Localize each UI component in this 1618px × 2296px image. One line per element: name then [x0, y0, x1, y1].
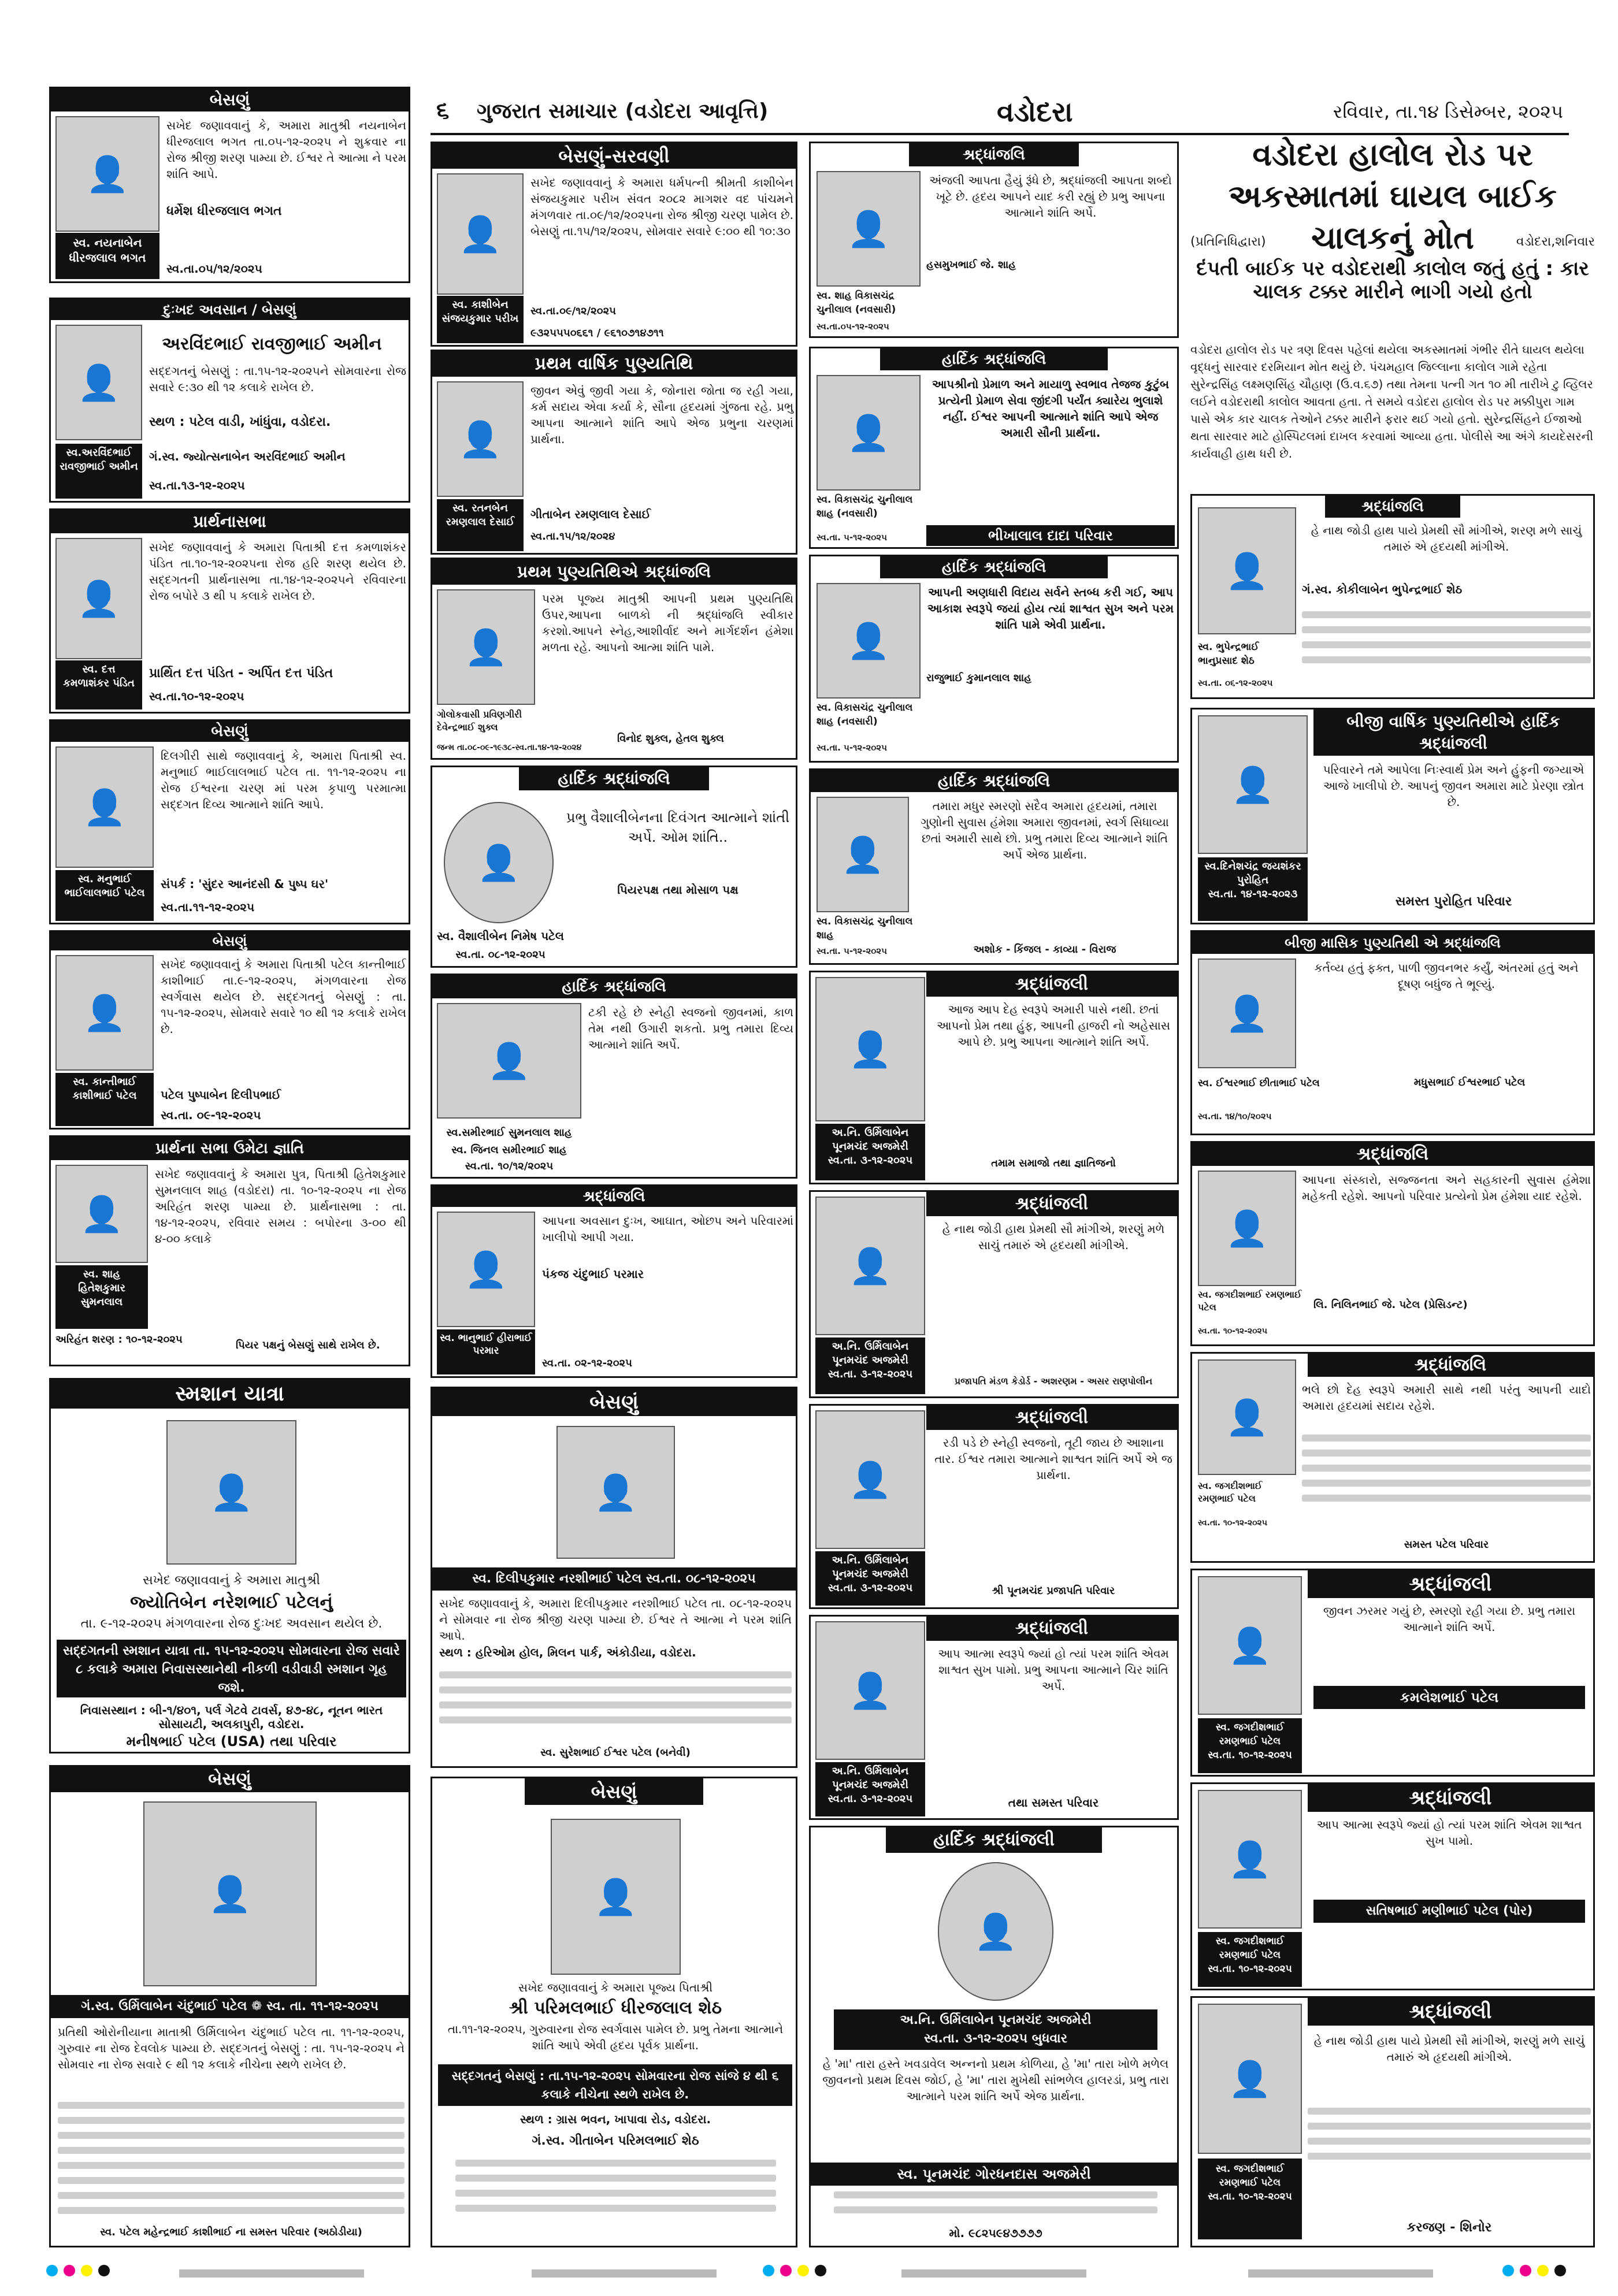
notice-heading: શ્રદ્ધાંજલી	[926, 1192, 1177, 1216]
notice-text: દિલગીરી સાથે જણાવવાનું કે, અમારા પિતાશ્રી સ્વ. મનુભાઈ ભાઈલાલભાઈ પટેલ તા. ૧૧-૧૨-૨૦૨૫ ના રોજ ઈશ્વરના ચરણ માં પરમ કૃપાળુ પરમાત્મા સદ્દગત દિવ્ય આત્માને શાંતિ આપે.	[161, 749, 406, 811]
notice-heading: સ્મશાન યાત્રા	[51, 1380, 409, 1409]
portrait-photo	[1198, 715, 1308, 854]
notice-text: સખેદ જણાવવાનું કે અમારા ધર્મપત્ની શ્રીમતી કાશીબેન સંજયકુમાર પરીખ સંવત ૨૦૮૨ માગશર વદ પાંચમને મંગળવાર તા.૦૯/૧૨/૨૦૨૫ના રોજ શ્રીજી ચરણ પામેલ છે. બેસણું તા.૧૫/૧૨/૨૦૨૫, સોમવાર સવારે ૯:૦૦ થી ૧૦:૩૦	[530, 176, 793, 238]
notice-n14	[431, 1184, 797, 1378]
portrait-photo	[437, 173, 524, 295]
portrait-photo	[444, 802, 554, 923]
notice-heading: શ્રદ્ધાંજલિ	[909, 143, 1079, 166]
notice-n10	[431, 350, 797, 555]
portrait-photo	[437, 1212, 535, 1327]
death-date: સ્વ.તા. ૧૪-૧૨-૨૦૨૩	[1208, 888, 1298, 900]
portrait-photo	[55, 1165, 148, 1263]
notice-n29	[1190, 1141, 1595, 1346]
notice-text: આપની અણધારી વિદાય સર્વને સ્તબ્ધ કરી ગઈ, આપ આકાશ સ્વરૂપે જયાં હોય ત્યાં શાશ્વત સુખ અને પરમ શાંતિ પામે એવી પ્રાર્થના.	[927, 585, 1174, 631]
notice-heading: બેસણું	[432, 1388, 796, 1416]
notice-n7	[49, 1378, 410, 1753]
notice-signoff: પિયર પક્ષનું બેસણું સાથે રાખેલ છે.	[236, 1339, 380, 1351]
deceased-name: સ્વ. મનુભાઈ ભાઈલાલભાઈ પટેલ	[55, 870, 154, 921]
notice-text: સદ્દગતનું બેસણું : તા.૧૫-૧૨-૨૦૨૫ને સોમવારના રોજ સવારે ૯:૩૦ થી ૧૨ કલાકે રાખેલ છે.	[149, 364, 406, 394]
death-date: સ્વ.તા.૧૧-૧૨-૨૦૨૫	[161, 900, 255, 914]
portrait-photo	[551, 1819, 681, 1975]
yellow-dot	[81, 2265, 92, 2276]
notice-text: સખેદ જણાવવાનું કે અમારા પૂજ્ય પિતાશ્રી	[518, 1981, 713, 1994]
death-date: સ્વ.તા.૧૦-૧૨-૨૦૨૫	[149, 689, 244, 703]
death-date: સ્વ.તા. ૦૯-૧૨-૨૦૨૫	[161, 1108, 261, 1122]
notice-text: પરમ પૂજ્ય માતુશ્રી આપની પ્રથમ પુણ્યતિથિ ઉપર,આપના બાળકો ની શ્રદ્ધાંજલિ સ્વીકાર કરશો.આપને સ્નેહ,આશીર્વાદ અને માર્ગદર્શન હંમેશા મળતા રહે. આપનો આત્મા શાંતિ પામે.	[542, 592, 793, 654]
notice-signoff: મધુસભાઈ ઈશ્વરભાઈ પટેલ	[1413, 1076, 1526, 1088]
notice-n13	[431, 974, 797, 1179]
notice-text: હે 'મા' તારા હસ્તે ખવડાવેલ અન્નનો પ્રથમ કોળિયા, હે 'મા' તારા ખોળે મળેલ જીવનનો પ્રથમ દિવસ જોઈ, હે 'મા' તારા મુખેથી સાંભળેલ હાલરડાં, પ્રભુ તારા આત્માને પરમ શાંતિ અર્પે એજ પ્રાર્થના.	[822, 2057, 1169, 2103]
death-date: સ્વ.તા. ૫-૧૨-૨૦૨૫	[817, 532, 887, 543]
family-names-list	[834, 2191, 1157, 2221]
deceased-name: સ્વ. જગદીશભાઈ રમણભાઈ પટેલ	[1198, 1289, 1302, 1313]
death-date: સ્વ.તા.૦૯/૧૨/૨૦૨૫	[530, 305, 616, 317]
deceased-name: સ્વ. દત્ત કમળાશંકર પંડિત	[55, 660, 142, 709]
deceased-name: સ્વ.દિનેશચંદ્ર જયશંકર પુરોહિત	[1204, 860, 1301, 886]
death-date: સ્વ.તા. ૩-૧૨-૨૦૨૫	[827, 1368, 913, 1380]
notice-heading: હાર્દિક શ્રદ્ધાંજલિ	[519, 767, 709, 790]
portrait-photo	[815, 1621, 925, 1760]
notice-signoff: ગં.સ્વ. જ્યોત્સનાબેન અરવિંદભાઈ અમીન	[149, 449, 346, 463]
magenta-dot	[1520, 2265, 1531, 2276]
deceased-name: સ્વ. જગદીશભાઈ રમણભાઈ પટેલ	[1215, 2163, 1285, 2189]
deceased-name: ગં.સ્વ. ઉર્મિલાબેન ચંદુભાઈ પટેલ	[81, 1999, 247, 2013]
notice-signoff: પંકજ ચંદુભાઈ પરમાર	[542, 1267, 644, 1281]
couple-photo	[437, 1003, 581, 1119]
funeral-procession-info: સદ્દગતની સ્મશાન યાત્રા તા. ૧૫-૧૨-૨૦૨૫ સોમવારના રોજ સવારે ૮ કલાકે અમારા નિવાસસ્થાનેથી નીકળી વડીવાડી સ્મશાન ગૃહ જશે.	[57, 1640, 406, 1697]
notice-signoff: સ્વ. પટેલ મહેન્દ્રભાઈ કાશીભાઈ ના સમસ્ત પરિવાર (અઠોડીયા)	[100, 2226, 362, 2238]
notice-heading: બેસણું	[51, 88, 409, 112]
notice-venue: સ્થળ : પટેલ વાડી, ખાંધુંવા, વડોદરા.	[149, 415, 331, 429]
notice-text: સખેદ જણાવવાનું કે, અમારા માતુશ્રી નયનાબેન ધીરજલાલ ભગત તા.૦૫-૧૨-૨૦૨૫ ને શુક્રવાર ના રોજ શ્રીજી શરણ પામ્યા છે. ઈશ્વર તે આત્મા ને પરમ શાંતિ આપે.	[166, 118, 406, 181]
notice-n21	[809, 971, 1179, 1184]
notice-heading: હાર્દિક શ્રદ્ધાંજલિ	[880, 556, 1108, 578]
cyan-dot	[1502, 2265, 1514, 2276]
notice-text: ટકી રહે છે સ્નેહી સ્વજનો જીવનમાં, કાળ તેમ નથી ઉગારી શકતો. પ્રભુ તમારા દિવ્ય આત્માને શાંતિ અર્પે.	[588, 1005, 793, 1052]
name-block	[1198, 857, 1308, 921]
notice-signoff: પ્રજાપતિ મંડળ કેડોર્ડ - અશરણમ - અસર રાણપોલીન	[954, 1376, 1153, 1387]
news-dateline: વડોદરા,શનિવાર	[1516, 235, 1595, 249]
black-dot	[815, 2265, 826, 2276]
portrait-photo	[817, 375, 921, 491]
notice-n33	[1190, 1996, 1595, 2247]
besanu-schedule: સદ્દગતનું બેસણું : તા.૧૫-૧૨-૨૦૨૫ સોમવારના રોજ સાંજે ૪ થી ૬ કલાકે નીચેના સ્થળે રાખેલ છે.	[438, 2064, 792, 2106]
notice-signoff: કરજણ - શિનોર	[1407, 2220, 1492, 2235]
deceased-name: સ્વ. કાશીબેન સંજયકુમાર પરીખ	[437, 296, 524, 343]
death-date: સ્વ.તા. ૧૦-૧૨-૨૦૨૫	[1198, 1518, 1267, 1528]
notice-heading: શ્રદ્ધાંજલી	[926, 1617, 1177, 1641]
notice-text: સખેદ જણાવવાનું કે અમારા પિતાશ્રી પટેલ કાન્તીભાઈ કાશીભાઈ તા.૯-૧૨-૨૦૨૫, મંગળવારના રોજ સ્વર્ગવાસ થયેલ છે. સદ્દગતનું બેસણું : તા. ૧૫-૧૨-૨૦૨૫, સોમવારે સવારે ૧૦ થી ૧૨ કલાકે રાખેલ છે.	[161, 957, 406, 1036]
notice-signoff: ગં.સ્વ. કોકીલાબેન ભુપેન્દ્રભાઈ શેઠ	[1302, 582, 1463, 596]
notice-n25	[809, 1826, 1179, 2247]
notice-text: હે નાથ જોડી હાથ પાયે પ્રેમથી સૌ માંગીએ, શરણ મળે સાચું તમારું એ હૃદયથી માંગીએ.	[1311, 523, 1582, 553]
notice-n16	[431, 1777, 797, 2247]
notice-text: સખેદ જણાવવાનું કે, અમારા દિલીપકુમાર નરશીભાઈ પટેલ તા. ૦૮-૧૨-૨૦૨૫ ને સોમવાર ના રોજ શ્રીજી ચરણ પામ્યા છે. ઈશ્વર તે આત્મા ને પરમ શાંતિ આપે.	[439, 1596, 792, 1643]
notice-n9	[431, 142, 797, 347]
deceased-name: સ્વ. કાન્તીભાઈ કાશીભાઈ પટેલ	[55, 1073, 154, 1126]
deceased-name: સ્વ. શાહ વિકાસચંદ્ર ચુનીલાલ (નવસારી)	[817, 290, 896, 315]
notice-text: પ્રતિથી ઓરોનીયાના માતાશ્રી ઉર્મિલાબેન ચંદુભાઈ પટેલ તા. ૧૧-૧૨-૨૦૨૫, ગુરુવાર ના રોજ દેવલોક પામ્યા છે. સદ્દગતનું બેસણું : તા. ૧૫-૧૨-૨૦૨૫ ને સોમવાર ના રોજ સવારે ૯ થી ૧૨ કલાકે નીચેના સ્થળે રાખેલ છે.	[58, 2025, 404, 2071]
notice-n30	[1190, 1352, 1595, 1563]
notice-signoff: સમસ્ત પટેલ પરિવાર	[1404, 1539, 1489, 1551]
notice-text: આપ આત્મા સ્વરૂપે જ્યાં હો ત્યાં પરમ શાંતિ એવમ શાશ્વત સુખ પામો.	[1316, 1818, 1582, 1848]
notice-text: આજ આપ દેહ સ્વરૂપે અમારી પાસે નથી. છતાં આપનો પ્રેમ તથા હુંફ, આપની હાજરી નો અહેસાસ આપે છે. પ્રભુ આપના આત્માને શાંતિ અર્પે.	[937, 1002, 1170, 1049]
name-block	[1198, 2158, 1302, 2239]
notice-text-2: તા. ૯-૧૨-૨૦૨૫ મંગળવારના રોજ દુઃખદ અવસાન થયેલ છે.	[80, 1617, 383, 1631]
deceased-name: અ.નિ. ઉર્મિલાબેન પૂનમચંદ અજમેરી	[832, 1127, 909, 1153]
notice-signoff: મનીષભાઈ પટેલ (USA) તથા પરિવાર	[126, 1733, 337, 1749]
notice-heading: હાર્દિક શ્રદ્ધાંજલિ	[432, 975, 796, 998]
notice-n8	[49, 1765, 410, 2247]
death-date: સ્વ.તા.૧૩-૧૨-૨૦૨૫	[149, 478, 245, 492]
notice-n12	[431, 766, 797, 968]
grey-strip	[532, 2269, 717, 2278]
death-date: સ્વ.તા. ૩-૧૨-૨૦૨૫	[827, 1154, 913, 1166]
death-date: સ્વ.તા. ૩-૧૨-૨૦૨૫	[827, 1582, 913, 1594]
cyan-dot	[763, 2265, 774, 2276]
news-body: વડોદરા હાલોલ રોડ પર ત્રણ દિવસ પહેલાં થયેલા અકસ્માતમાં ગંભીર રીતે ઘાયલ થયેલા વૃદ્ધનું સારવાર દરમિયાન મોત થયું છે. પંચમહાલ જિલ્લાના કાલોલ ગામે રહેતા સુરેન્દ્રસિંહ લક્ષ્મણસિંહ ચૌહાણ (ઉ.વ.૬૭) તથા તેમના પત્ની ગત ૧૦ મી તારીખે ટુ વ્હિલર લઈને વડોદરાથી કાલોલ આવતા હતા. તે સમયે વડોદરા હાલોલ રોડ પર મક્કીપુરા ગામ પાસે એક કાર ચાલક તેઓને ટક્કર મારીને ફરાર થઈ ગયો હતો. સુરેન્દ્રસિંહને ઈજાઓ થતા સારવાર માટે હોસ્પિટલમાં દાખલ કરવામાં આવ્યા હતા. પોલીસે આ અંગે કાયદેસરની કાર્યવાહી હાથ ધરી છે.	[1190, 343, 1594, 460]
news-subheadline: દંપતી બાઈક પર વડોદરાથી કાલોલ જતું હતું : કાર ચાલક ટક્કર મારીને ભાગી ગયો હતો	[1196, 257, 1589, 303]
grey-strip	[179, 2269, 364, 2278]
notice-signoff: વિનોદ શુક્લ, હેતલ શુક્લ	[617, 733, 724, 745]
notice-signoff: અશોક - કિંજલ - કાવ્યા - વિરાજ	[973, 943, 1116, 956]
notice-signoff: હસમુખભાઈ જે. શાહ	[926, 259, 1016, 271]
notice-signoff: સંપર્ક : 'સુંદર આનંદસી & પુષ્પ ઘર'	[161, 877, 329, 891]
portrait-photo	[1198, 1171, 1296, 1286]
name-block	[815, 1762, 925, 1816]
notice-heading: દુઃખદ અવસાન / બેસણું	[51, 299, 409, 320]
black-dot	[98, 2265, 110, 2276]
deceased-name: સ્વ. વૈશાલીબેન નિમેષ પટેલ	[437, 929, 564, 943]
death-date: સ્વ.તા. ૫-૧૨-૨૦૨૫	[817, 742, 887, 753]
notice-heading: બેસણું	[51, 721, 409, 742]
notice-n1	[49, 87, 410, 283]
deceased-name: શ્રી પરિમલભાઈ ધીરજલાલ શેઠ	[509, 1998, 722, 2018]
notice-signoff: સ્વ.સમીરભાઈ સુમનલાલ શાહ	[446, 1127, 572, 1139]
notice-signoff: સતિષભાઈ મણીભાઈ પટેલ (પોર)	[1313, 1900, 1585, 1923]
notice-text: સખેદ જણાવવાનું કે અમારા પુત્ર, પિતાશ્રી હિતેશકુમાર સુમનલાલ શાહ (વડોદરા) તા. ૧૦-૧૨-૨૦૨૫ ના રોજ અરિહંત શરણ પામ્યા છે. પ્રાર્થનાસભા : તા. ૧૪-૧૨-૨૦૨૫, રવિવાર સમય : બપોરના ૩-૦૦ થી ૪-૦૦ કલાકે	[155, 1167, 406, 1246]
notice-text: પરિવારને તમે આપેલા નિઃસ્વાર્થ પ્રેમ અને હુંફની જગ્યાએ આજે ખાલીપો છે. આપનું જીવન અમારા માટે પ્રેરણા સ્ત્રોત છે.	[1323, 763, 1584, 809]
notice-signoff: ધર્મેશ ધીરજલાલ ભગત	[166, 204, 282, 218]
grey-strip	[1248, 2269, 1433, 2278]
notice-signoff: પ્રાર્થિત દત્ત પંડિત - અર્પિત દત્ત પંડિત	[149, 666, 333, 681]
death-date: સ્વ.તા. ૧૪/૧૦/૨૦૨૫	[1198, 1111, 1272, 1121]
deceased-name: સ્વ. વિકાસચંદ્ર ચુનીલાલ શાહ	[817, 916, 913, 941]
death-date: જન્મ તા.૦૮-૦૯-૧૯૩૮-સ્વ.તા.૧૪-૧૨-૨૦૨૪	[437, 743, 582, 752]
notice-signoff: સમસ્ત પુરોહિત પરિવાર	[1395, 894, 1512, 909]
news-headline: વડોદરા હાલોલ રોડ પર અકસ્માતમાં ઘાયલ બાઈક ચાલકનું મોત	[1229, 136, 1557, 256]
notice-title: અરવિંદભાઈ રાવજીભાઈ અમીન	[162, 334, 382, 354]
name-strip: ગં.સ્વ. ઉર્મિલાબેન ચંદુભાઈ પટેલ ❁ સ્વ. તા. ૧૧-૧૨-૨૦૨૫	[51, 1995, 409, 2018]
portrait-photo	[1198, 1359, 1296, 1475]
portrait-photo	[55, 746, 154, 868]
deceased-name: અ.નિ. ઉર્મિલાબેન પૂનમચંદ અજમેરી	[832, 1554, 909, 1580]
death-date: સ્વ.તા. ૧૦-૧૨-૨૦૨૫	[1208, 1963, 1292, 1975]
notice-n20	[809, 768, 1179, 965]
death-date: સ્વ.તા. ૧૦-૧૨-૨૦૨૫	[1208, 2191, 1292, 2202]
paper-name: ગુજરાત સમાચાર (વડોદરા આવૃત્તિ)	[477, 99, 769, 123]
notice-n17	[809, 142, 1179, 338]
deceased-name: સ્વ. જિનલ સમીરભાઈ શાહ	[451, 1144, 567, 1156]
notice-text: ભલે છો દેહ સ્વરૂપે અમારી સાથે નથી પરંતુ આપની યાદો અમારા હૃદયમાં સદાય રહેશે.	[1302, 1383, 1591, 1413]
notice-text: આપ આત્મા સ્વરૂપે જ્યાં હો ત્યાં પરમ શાંતિ એવમ શાશ્વત સુખ પામો. પ્રભુ આપના આત્માને ચિર શાંતિ અર્પે.	[938, 1647, 1169, 1693]
notice-n15	[431, 1387, 797, 1768]
portrait-photo	[1198, 1790, 1302, 1929]
portrait-photo	[817, 583, 921, 699]
deceased-name: જ્યોતિબેન નરેશભાઈ પટેલનું	[130, 1592, 333, 1613]
notice-text: સખેદ જણાવવાનું કે અમારા માતુશ્રી	[143, 1573, 320, 1588]
death-date: અરિહંત શરણ : ૧૦-૧૨-૨૦૨૫	[55, 1333, 183, 1346]
death-date: સ્વ.તા. ૦૨-૧૨-૨૦૨૫	[542, 1357, 632, 1369]
notice-heading: શ્રદ્ધાંજલી	[926, 972, 1177, 997]
deceased-name: સ્વ. વિકાસચંદ્ર ચુનીલાલ શાહ (નવસારી)	[817, 494, 913, 519]
notice-heading: પ્રથમ પુણ્યતિથિએ શ્રદ્ધાંજલિ	[432, 559, 796, 585]
death-date: સ્વ.તા.૧૫/૧૨/૨૦૨૪	[530, 530, 615, 543]
name-strip	[432, 1567, 796, 1591]
notice-text-2: તા.૧૧-૧૨-૨૦૨૫, ગુરુવારના રોજ સ્વર્ગવાસ પામેલ છે. પ્રભુ તેમના આત્માને શાંતિ આપે એવી હૃદય પૂર્વક પ્રાર્થના.	[447, 2022, 784, 2052]
notice-heading: હાર્દિક શ્રદ્ધાંજલી	[886, 1827, 1102, 1853]
notice-n19	[809, 555, 1179, 763]
notice-text: હે નાથ જોડી હાથ પ્રેમથી સૌ માંગીએ, શરણું મળે સાચું તમારું એ હૃદયથી માંગીએ.	[942, 1222, 1165, 1252]
notice-heading: શ્રદ્ધાંજલિ	[1192, 1143, 1593, 1166]
deceased-name: સ્વ. રતનબેન રમણલાલ દેસાઈ	[437, 499, 524, 551]
name-strip	[834, 2009, 1157, 2050]
notice-n18	[809, 347, 1179, 549]
death-date: સ્વ.તા. ૩-૧૨-૨૦૨૫ બુધવાર	[923, 2031, 1068, 2046]
registration-dots-center	[763, 2265, 826, 2276]
name-block	[815, 1338, 925, 1394]
death-date: સ્વ.તા. ૫-૧૨-૨૦૨૫	[817, 946, 887, 956]
notice-signoff: ભીખાલાલ દાદા પરિવાર	[926, 525, 1175, 546]
portrait-photo	[143, 1801, 317, 1986]
notice-n28	[1190, 930, 1595, 1135]
notice-text: રડી પડે છે સ્નેહી સ્વજનો, તૂટી જાય છે આશાના તાર. ઈશ્વર તમારા આત્માને શાશ્વત શાંતિ અર્પે એ જ પ્રાર્થના.	[934, 1436, 1172, 1482]
notice-venue: સ્થળ : ગ્રાસ ભવન, ખાપાવા રોડ, વડોદરા.	[519, 2112, 711, 2126]
portrait-photo	[437, 381, 524, 497]
notice-text: જીવન ઝરમર ગયું છે, સ્મરણો રહી ગયા છે. પ્રભુ તમારા આત્માને શાંતિ અર્પે.	[1323, 1604, 1576, 1634]
deceased-name: સ્વ. ઈશ્વરભાઈ છીતાભાઈ પટેલ	[1198, 1078, 1320, 1089]
notice-heading: હાર્દિક શ્રદ્ધાંજલિ	[811, 770, 1177, 792]
black-dot	[1554, 2265, 1566, 2276]
portrait-photo	[1198, 1576, 1302, 1715]
portrait-photo	[55, 325, 142, 440]
portrait-photo	[938, 1862, 1053, 2001]
notice-text: આપના સંસ્કારો, સજ્જનતા અને સહકારની સુવાસ હંમેશા મહેકતી રહેશે. આપનો પરિવાર પ્રત્યેનો પ્રેમ હંમેશા યાદ રહેશે.	[1302, 1173, 1591, 1203]
deceased-name: સ્વ. ભુપેન્દ્રભાઈ ભાનુપ્રસાદ શેઠ	[1198, 641, 1259, 667]
death-date: સ્વ.તા. ૦૮-૧૨-૨૦૨૫	[455, 949, 545, 961]
death-date: સ્વ.તા.૦૫/૧૨/૨૦૨૫	[166, 262, 262, 276]
notice-venue: સ્થળ : હરિઓમ હોલ, મિલન પાર્ક, અંકોડીયા, વડોદરા.	[439, 1645, 696, 1659]
notice-text: પ્રભુ વૈશાલીબેનના દિવંગત આત્માને શાંતી અર્પે. ઓમ શાંતિ..	[566, 809, 790, 845]
notice-heading: હાર્દિક શ્રદ્ધાંજલિ	[880, 348, 1108, 370]
notice-n5	[49, 930, 410, 1130]
notice-heading: બીજી વાર્ષિક પુણ્યતિથીએ હાર્દિક શ્રદ્ધાંજલી	[1313, 709, 1593, 756]
notice-signoff: પટેલ પુષ્પાબેન દિલીપભાઈ	[161, 1088, 281, 1102]
grey-strip	[901, 2269, 1086, 2278]
family-names-list	[1302, 611, 1591, 671]
notice-n26	[1190, 494, 1595, 699]
page-number: ૬	[436, 97, 450, 124]
notice-n27	[1190, 708, 1595, 924]
notice-n6	[49, 1135, 410, 1366]
deceased-name: સ્વ. જગદીશભાઈ રમણભાઈ પટેલ	[1215, 1722, 1285, 1747]
notice-n22	[809, 1190, 1179, 1398]
family-names-list	[439, 1671, 792, 1732]
deceased-name: સ્વ. શાહ હિતેશકુમાર સુમનલાલ	[55, 1265, 148, 1329]
notice-n3	[49, 508, 410, 714]
name-block	[1198, 1932, 1302, 1987]
notice-signoff: પિયરપક્ષ તથા મોસાળ પક્ષ	[617, 883, 739, 897]
notice-text: અંજલી આપતા હૈયું રૂંધે છે, શ્રદ્ધાંજલી આપતા શબ્દો ખૂટે છે. હૃદય આપને યાદ કરી રહ્યું છે પ્રભુ આપના આત્માને શાંતિ અર્પે.	[929, 173, 1172, 220]
portrait-photo	[55, 955, 154, 1071]
notice-signoff: તથા સમસ્ત પરિવાર	[1008, 1796, 1099, 1810]
notice-signoff: રાજુભાઈ કુમાનલાલ શાહ	[926, 672, 1031, 684]
deceased-name: સ્વ. જગદીશભાઈ રમણભાઈ પટેલ	[1198, 1480, 1263, 1504]
portrait-photo	[1198, 507, 1296, 634]
registration-dots-left	[46, 2265, 110, 2276]
death-date: સ્વ.તા. ૧૦-૧૨-૨૦૨૫	[1208, 1749, 1292, 1761]
notice-heading: બેસણું	[51, 1767, 409, 1792]
portrait-photo	[55, 538, 142, 659]
notice-signoff: શ્રી પૂનમચંદ પ્રજાપતિ પરિવાર	[992, 1585, 1115, 1597]
notice-text: આપના અવસાન દુઃખ, આઘાત, ઓછપ અને પરિવારમાં ખાલીપો આપી ગયા.	[542, 1214, 793, 1244]
deceased-name: અ.નિ. ઉર્મિલાબેન પૂનમચંદ અજમેરી	[832, 1340, 909, 1366]
notice-heading: પ્રાર્થના સભા ઉમેટા જ્ઞાતિ	[51, 1137, 409, 1160]
notice-heading: શ્રદ્ધાંજલી	[926, 1406, 1177, 1430]
notice-signoff: ગીતાબેન રમણલાલ દેસાઈ	[530, 507, 651, 521]
family-names-list	[58, 2102, 404, 2222]
yellow-dot	[1537, 2265, 1549, 2276]
deceased-name: ગોલોકવાસી પ્રવિણગીરી દેવેન્દ્રભાઈ શુક્લ	[437, 709, 522, 733]
notice-heading: બેસણું	[525, 1778, 703, 1805]
death-date: સ્વ.તા. ૩-૧૨-૨૦૨૫	[827, 1793, 913, 1805]
issue-date: રવિવાર, તા.૧૪ ડિસેમ્બર, ૨૦૨૫	[1333, 101, 1563, 122]
notice-heading: શ્રદ્ધાંજલિ	[1308, 1354, 1593, 1377]
death-date: સ્વ.તા. ૧૦/૧૨/૨૦૨૫	[465, 1160, 554, 1172]
notice-heading: શ્રદ્ધાંજલિ	[1325, 496, 1460, 518]
notice-heading: શ્રદ્ધાંજલી	[1308, 1998, 1593, 2026]
notice-text: સખેદ જણાવવાનું કે અમારા પિતાશ્રી દત્ત કમળાશંકર પંડિત તા.૧૦-૧૨-૨૦૨૫ના રોજ હરિ શરણ થયેલ છે. સદ્દગતની પ્રાર્થનાસભા તા.૧૪-૧૨-૨૦૨૫ને રવિવારના રોજ બપોરે ૩ થી ૫ કલાકે રાખેલ છે.	[149, 540, 406, 603]
notice-text: તમારા મધુર સ્મરણો સદૈવ અમારા હૃદયમાં, તમારા ગુણોની સુવાસ હંમેશા અમારા જીવનમાં, સ્વર્ગ સિધાવ્યા છતાં અમારી સાથે છો. પ્રભુ તમારા દિવ્ય આત્માને શાંતિ અર્પે એજ પ્રાર્થના.	[921, 799, 1169, 861]
deceased-name: સ્વ. જગદીશભાઈ રમણભાઈ પટેલ	[1215, 1935, 1285, 1961]
family-banner: સ્વ. પૂનમચંદ ગોરધનદાસ અજમેરી	[811, 2163, 1177, 2186]
family-names-list	[1302, 1435, 1591, 1510]
portrait-photo	[1198, 2004, 1302, 2154]
notice-signoff: મો. ૯૮૨૫૯૪૭૭૭૭	[949, 2226, 1042, 2240]
notice-heading: શ્રદ્ધાંજલી	[1308, 1570, 1593, 1598]
notice-heading: શ્રદ્ધાંજલી	[1308, 1784, 1593, 1812]
notice-heading: શ્રદ્ધાંજલિ	[432, 1186, 796, 1207]
name-block	[815, 1551, 925, 1606]
notice-n4	[49, 719, 410, 924]
death-date: સ્વ. તા. ૧૧-૧૨-૨૦૨૫	[266, 1999, 378, 2013]
death-date: સ્વ.તા. ૧૦-૧૨-૨૦૨૫	[1198, 1327, 1267, 1336]
portrait-photo	[815, 1197, 925, 1335]
deceased-name: સ્વ. નયનાબેન ધીરજલાલ ભગત	[55, 233, 159, 279]
deceased-name: સ્વ. ભાનુભાઈ હીરાભાઈ પરમાર	[437, 1329, 535, 1374]
portrait-photo	[817, 797, 909, 912]
deceased-name: અ.નિ. ઉર્મિલાબેન પૂનમચંદ અજમેરી	[832, 1765, 909, 1791]
yellow-dot	[797, 2265, 809, 2276]
notice-n31	[1190, 1569, 1595, 1777]
news-source: (પ્રતિનિધિદ્વારા)	[1190, 235, 1266, 249]
portrait-photo	[166, 1420, 296, 1565]
notice-heading: બેસણું-સરવણી	[432, 143, 796, 169]
notice-heading: પ્રાર્થનાસભા	[51, 510, 409, 533]
portrait-photo	[1198, 958, 1296, 1068]
death-date: સ્વ.તા. ૦૬-૧૨-૨૦૨૫	[1198, 678, 1273, 688]
notice-signoff: ૯૩૨૫૫૫૦૬૬૧ / ૯૬૧૦૭૧૪૭૧૧	[530, 327, 664, 339]
magenta-dot	[64, 2265, 75, 2276]
notice-n11	[431, 558, 797, 760]
registration-dots-right	[1502, 2265, 1566, 2276]
notice-heading: બેસણું	[51, 932, 409, 950]
death-date: સ્વ.તા. ૦૮-૧૨-૨૦૨૫	[645, 1571, 756, 1586]
notice-text: કર્તવ્ય હતું ફક્ત, પાળી જીવનભર કર્યું, અંતરમાં હતું અને દૂષણ બધુંજ તે ભૂલ્યું.	[1314, 961, 1579, 991]
notice-signoff: કમલેશભાઈ પટેલ	[1313, 1686, 1585, 1709]
notice-signoff: ગં.સ્વ. ગીતાબેન પરિમલભાઈ શેઠ	[532, 2134, 699, 2148]
portrait-photo	[437, 589, 535, 705]
magenta-dot	[780, 2265, 792, 2276]
residence-address: નિવાસસ્થાન : બી-૧/૪૦૧, પર્લ ગેટવે ટાવર્સ, ૪૭-૪૮, નૂતન ભારત સોસાયટી, અલકાપુરી, વડોદરા.	[80, 1703, 383, 1731]
cyan-dot	[46, 2265, 58, 2276]
deceased-name: સ્વ. દિલીપકુમાર નરશીભાઈ પટેલ	[472, 1571, 642, 1586]
portrait-photo	[55, 116, 159, 232]
notice-heading: પ્રથમ વાર્ષિક પુણ્યતિથિ	[432, 351, 796, 377]
page-header	[431, 92, 1569, 135]
notice-signoff: સ્વ. સુરેશભાઈ ઈશ્વર પટેલ (બનેવી)	[540, 1747, 691, 1759]
notice-n24	[809, 1615, 1179, 1820]
notice-n23	[809, 1404, 1179, 1609]
notice-signoff: લિ. નિલિનભાઈ જે. પટેલ (પ્રેસિડન્ટ)	[1313, 1299, 1468, 1311]
portrait-photo	[815, 1410, 925, 1549]
notice-signoff: તમામ સમાજો તથા જ્ઞાતિજનો	[991, 1157, 1116, 1169]
notice-n2	[49, 298, 410, 503]
name-block	[1198, 1718, 1302, 1773]
notice-heading: બીજી માસિક પુણ્યતિથી એ શ્રદ્ધાંજલિ	[1192, 932, 1593, 954]
name-block	[815, 1124, 925, 1180]
notice-n32	[1190, 1782, 1595, 1990]
news-meta	[1190, 235, 1595, 249]
portrait-photo	[556, 1426, 675, 1559]
family-names-list	[1308, 2108, 1591, 2168]
notice-text: જીવન એવું જીવી ગયા કે, જોનારા જોતા જ રહી ગયા, કર્મ સદાય એવા કર્યા કે, સૌના હૃદયમાં ગુંજતા રહે. પ્રભુ આપના આત્માને શાંતિ આપે એજ પ્રભુના ચરણમાં પ્રાર્થના.	[530, 384, 793, 446]
city-name: વડોદરા	[997, 96, 1073, 128]
deceased-name: અ.નિ. ઉર્મિલાબેન પૂનમચંદ અજમેરી	[900, 2013, 1092, 2027]
portrait-photo	[815, 977, 925, 1121]
notice-text: હે નાથ જોડી હાથ પાયે પ્રેમથી સૌ માંગીએ, શરણું મળે સાચું તમારું એ હૃદયથી માંગીએ.	[1313, 2034, 1585, 2064]
deceased-name: સ્વ. વિકાસચંદ્ર ચુનીલાલ શાહ (નવસારી)	[817, 702, 913, 727]
death-date: સ્વ.તા.૦૫-૧૨-૨૦૨૫	[817, 321, 889, 332]
family-names-list	[455, 2160, 776, 2220]
portrait-photo	[817, 171, 921, 287]
deceased-name: સ્વ.અરવિંદભાઈ રાવજીભાઈ અમીન	[55, 444, 142, 499]
notice-text: આપશ્રીનો પ્રેમાળ અને માયાળુ સ્વભાવ તેજજ કુટુંબ પ્રત્યેની પ્રેમાળ સેવા જીંદગી પર્યંત ક્યારેય ભુલાશે નહીં. ઈશ્વર આપની આત્માને શાંતિ આપે એજ અમારી સૌની પ્રાર્થના.	[932, 377, 1170, 440]
